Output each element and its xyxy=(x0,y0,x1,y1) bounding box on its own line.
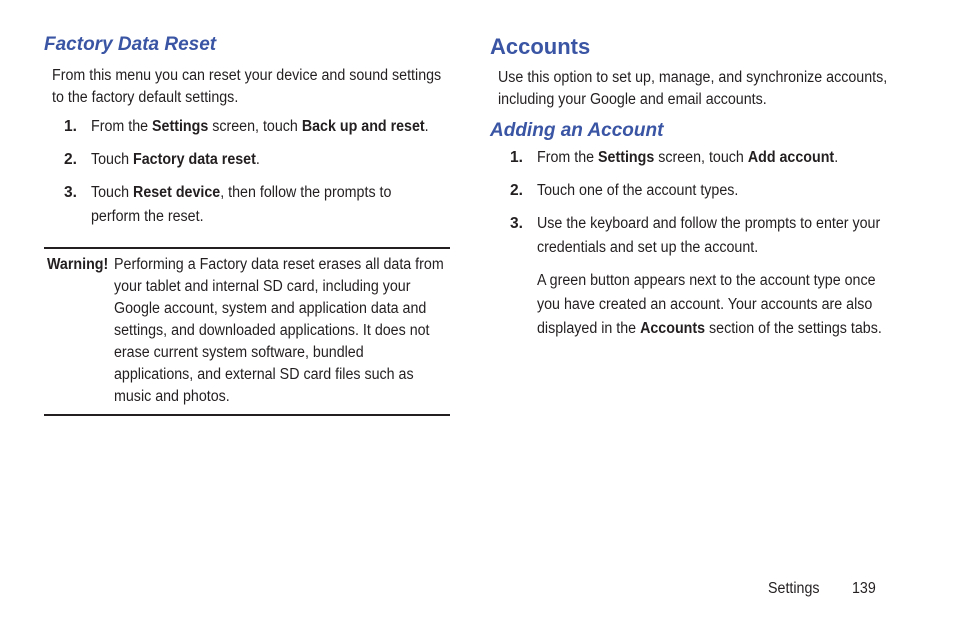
step-text: Touch Reset device, then follow the prompts to perform the reset. xyxy=(91,184,392,225)
accounts-heading: Accounts xyxy=(490,34,591,59)
accounts-intro: Use this option to set up, manage, and synchronize accounts, including your Google and email accounts. xyxy=(498,69,888,108)
step-number: 2. xyxy=(510,182,523,199)
step-text: Touch Factory data reset. xyxy=(91,151,260,168)
factory-reset-intro: From this menu you can reset your device and sound settings to the factory default settings. xyxy=(52,67,442,106)
step-text: From the Settings screen, touch Add account. xyxy=(537,149,839,166)
warning-text: Performing a Factory data reset erases all data from your tablet and internal SD card, including your Google account, system and application data and settings, and downloaded applications. It does not erase current system software, bundled applications, and external SD card files such as music and photos. xyxy=(114,256,444,405)
footer-section: Settings xyxy=(768,580,820,597)
warning-bottom-divider xyxy=(44,414,450,416)
factory-data-reset-heading: Factory Data Reset xyxy=(44,34,217,55)
warning-top-divider xyxy=(44,247,450,249)
page-number: 139 xyxy=(852,580,876,597)
warning-label: Warning! xyxy=(47,256,109,273)
step-text: Use the keyboard and follow the prompts to enter your credentials and set up the account. xyxy=(537,215,881,256)
step-text: Touch one of the account types. xyxy=(537,182,739,199)
step-number: 3. xyxy=(64,184,77,201)
note-text: A green button appears next to the account type once you have created an account. Your accounts are also displayed in the Accounts section of the settings tabs. xyxy=(537,272,882,337)
step-number: 1. xyxy=(64,118,77,135)
step-text: From the Settings screen, touch Back up and reset. xyxy=(91,118,429,135)
step-number: 3. xyxy=(510,215,523,232)
step-number: 1. xyxy=(510,149,523,166)
adding-account-heading: Adding an Account xyxy=(490,120,664,141)
step-number: 2. xyxy=(64,151,77,168)
